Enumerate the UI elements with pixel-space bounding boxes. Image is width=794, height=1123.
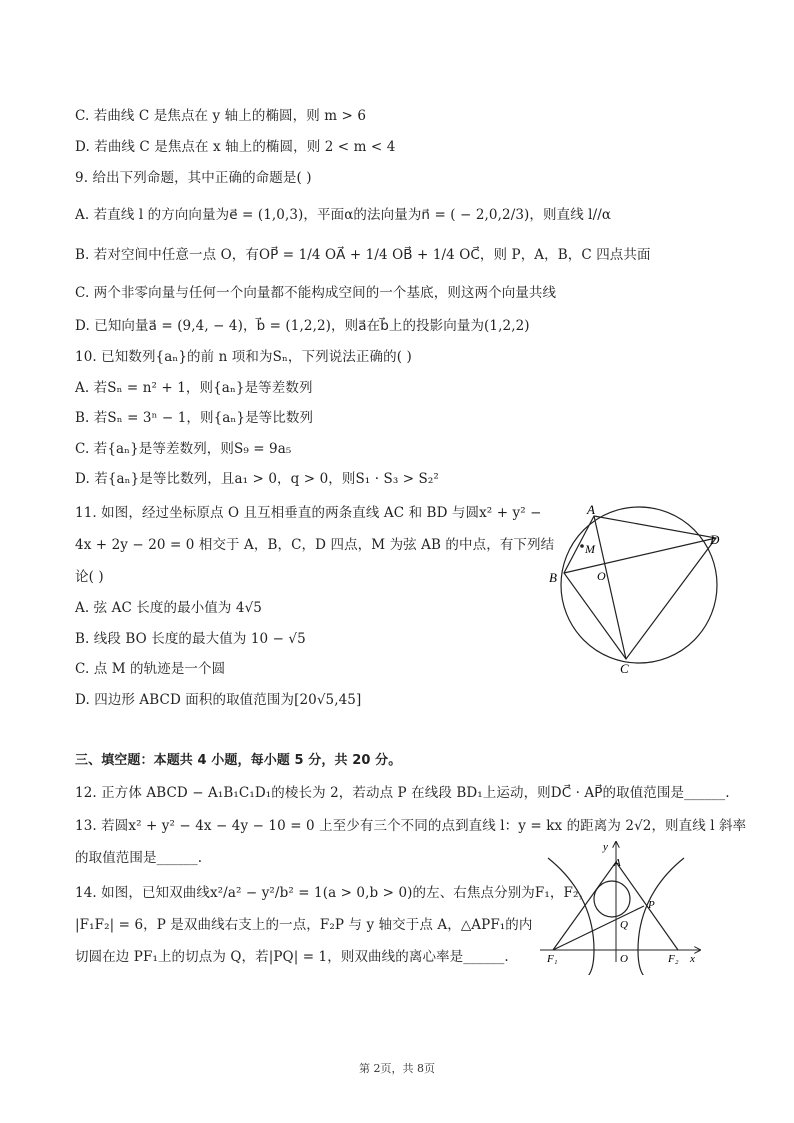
question-9d: D. 已知向量a⃗ = (9,4, − 4)，b⃗ = (1,2,2)，则a⃗在b⃗上的投影向量为(1,2,2) [75, 318, 530, 334]
question-line-8c: C. 若曲线 C 是焦点在 y 轴上的椭圆，则 m > 6 [75, 108, 367, 124]
label-d: D [710, 532, 720, 547]
label-x: x [690, 953, 695, 965]
circle-figure [540, 490, 780, 675]
question-13-1: 13. 若圆x² + y² − 4x − 4y − 10 = 0 上至少有三个不同的点到直线 l：y = kx 的距离为 2√2，则直线 l 斜率 [75, 818, 747, 834]
quadrilateral-abcd [564, 516, 716, 659]
question-11-stem-3: 论( ) [75, 569, 104, 585]
circle [561, 507, 717, 663]
question-14-3: 切圆在边 PF₁上的切点为 Q，若|PQ| = 1，则双曲线的离心率是______. [75, 949, 509, 965]
question-10b: B. 若Sₙ = 3ⁿ − 1，则{aₙ}是等比数列 [75, 410, 314, 426]
label-o: O [597, 569, 606, 583]
question-10-stem: 10. 已知数列{aₙ}的前 n 项和为Sₙ，下列说法正确的( ) [75, 349, 412, 365]
question-11b: B. 线段 BO 长度的最大值为 10 − √5 [75, 631, 306, 647]
question-11a: A. 弦 AC 长度的最小值为 4√5 [75, 600, 262, 616]
label-a: A [614, 857, 621, 869]
page-footer: 第 2页，共 8页 [359, 1062, 435, 1075]
label-b: B [549, 570, 557, 585]
incircle [594, 881, 630, 917]
label-p: P [648, 899, 655, 911]
label-o: O [620, 953, 628, 965]
label-c: C [620, 661, 629, 675]
label-m: M [585, 542, 595, 556]
line-f1-p [553, 906, 644, 950]
question-line-8d: D. 若曲线 C 是焦点在 x 轴上的椭圆，则 2 < m < 4 [75, 139, 396, 155]
question-9b: B. 若对空间中任意一点 O，有OP⃗ = 1/4 OA⃗ + 1/4 OB⃗ + 1/4 OC⃗，则 P，A，B，C 四点共面 [75, 247, 651, 263]
question-14-2: |F₁F₂| = 6，P 是双曲线右支上的一点，F₂P 与 y 轴交于点 A，△APF₁的内 [75, 917, 533, 933]
label-a: A [587, 502, 595, 517]
question-9c: C. 两个非零向量与任何一个向量都不能构成空间的一个基底，则这两个向量共线 [75, 285, 557, 301]
question-10d: D. 若{aₙ}是等比数列，且a₁ > 0，q > 0，则S₁ · S₃ > S₂² [75, 471, 439, 487]
label-q: Q [620, 919, 628, 931]
hyperbola-figure [530, 835, 710, 975]
question-11-stem-1: 11. 如图，经过坐标原点 O 且互相垂直的两条直线 AC 和 BD 与圆x² + y² − [75, 505, 542, 521]
question-11d: D. 四边形 ABCD 面积的取值范围为[20√5,45] [75, 692, 362, 708]
question-9-stem: 9. 给出下列命题，其中正确的命题是( ) [75, 170, 312, 186]
question-10a: A. 若Sₙ = n² + 1，则{aₙ}是等差数列 [75, 380, 313, 396]
question-13-2: 的取值范围是______. [75, 850, 203, 866]
question-12: 12. 正方体 ABCD − A₁B₁C₁D₁的棱长为 2，若动点 P 在线段 BD₁上运动，则DC⃗ · AP⃗的取值范围是______. [75, 785, 730, 801]
label-f1: F₁ [547, 953, 558, 965]
question-14-1: 14. 如图，已知双曲线x²/a² − y²/b² = 1(a > 0,b > 0)的左、右焦点分别为F₁，F₂， [75, 885, 593, 901]
point-m [580, 544, 584, 548]
question-11c: C. 点 M 的轨迹是一个圆 [75, 661, 226, 677]
label-f2: F₂ [668, 953, 679, 965]
question-9a: A. 若直线 l 的方向向量为e⃗ = (1,0,3)，平面α的法向量为n⃗ = ( − 2,0,2/3)，则直线 l//α [75, 207, 612, 223]
section-heading: 三、填空题：本题共 4 小题，每小题 5 分，共 20 分。 [75, 753, 402, 768]
question-10c: C. 若{aₙ}是等差数列，则S₉ = 9a₅ [75, 441, 292, 457]
label-y: y [603, 841, 608, 853]
question-11-stem-2: 4x + 2y − 20 = 0 相交于 A，B，C，D 四点，M 为弦 AB 的中点，有下列结 [75, 537, 555, 553]
